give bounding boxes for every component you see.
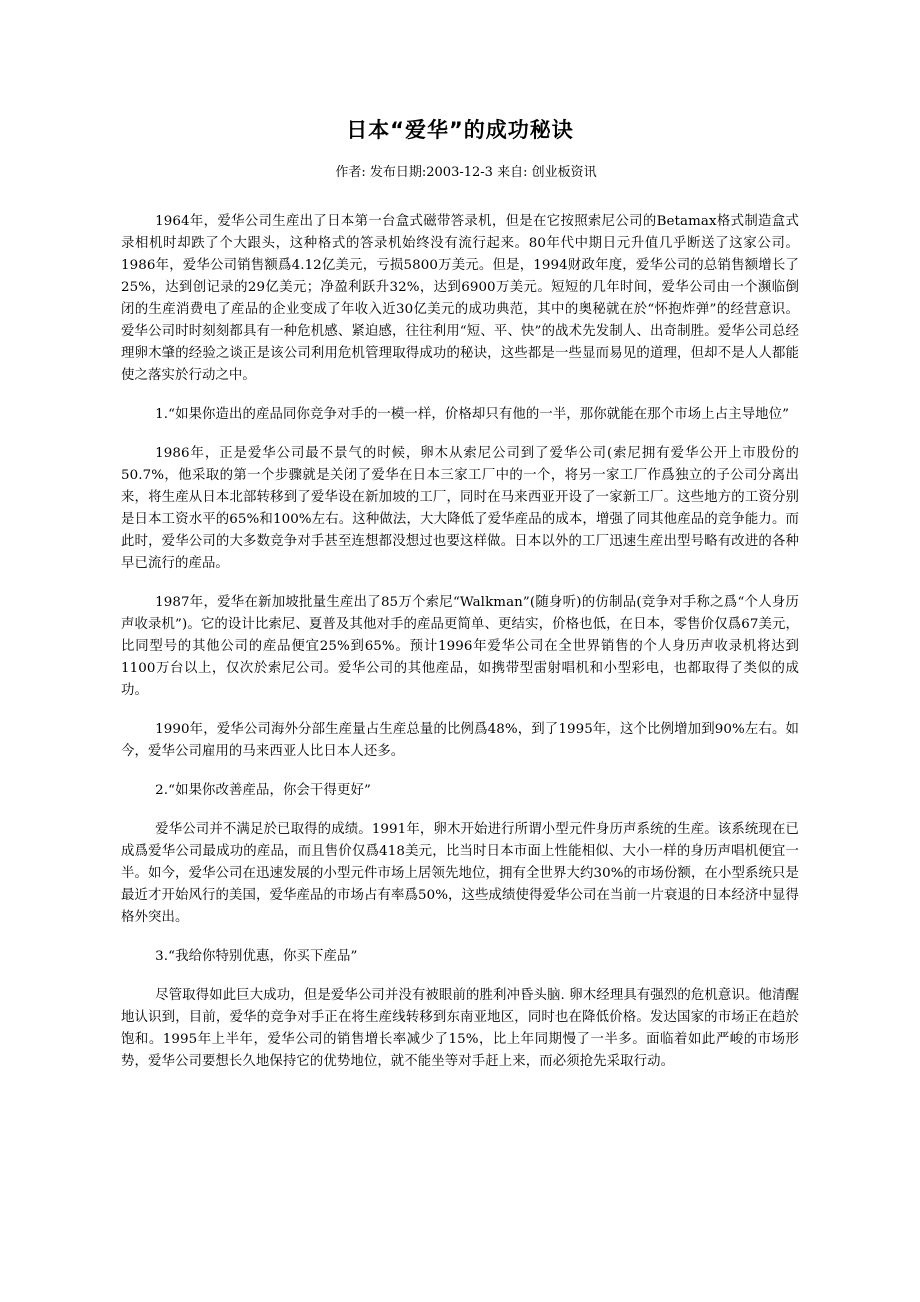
section-heading-2: 2.“如果你改善産品，你会干得更好” — [155, 783, 371, 798]
paragraph-1991: 爱华公司并不满足於已取得的成绩。1991年，卵木开始进行所谓小型元件身历声系统的生産。该系统现在已成爲爱华公司最成功的産品，而且售价仅爲418美元，比当时日本市面上性能相似、大小一样的身历声唱机便宜一半。如今，爱华公司在迅速发展的小型元件市场上居领先地位，拥有全世界大约30%的市场份额，在小型系统只是最近才开始风行的美国，爱华産品的市场占有率爲50%，这些成绩使得爱华公司在当前一片衰退的日本经济中显得格外突出。 — [121, 822, 799, 925]
paragraph-crisis: 尽管取得如此巨大成功，但是爱华公司并没有被眼前的胜利冲昏头脑. 卵木经理具有强烈的危机意识。他清醒地认识到，目前，爱华的竞争对手正在将生産线转移到东南亚地区，同时也在降低价格。发达国家的市场正在趋於饱和。1995年上半年，爱华公司的销售增长率减少了15%，比上年同期慢了一半多。面临着如此严峻的市场形势，爱华公司要想长久地保持它的优势地位，就不能坐等对手赶上来，而必须抢先采取行动。 — [121, 988, 799, 1069]
section-heading-1: 1.“如果你造出的産品同你竞争对手的一模一样，价格却只有他的一半，那你就能在那个市场上占主导地位” — [155, 407, 790, 422]
article-title: 日本“爱华”的成功秘诀 — [346, 118, 574, 142]
paragraph-intro: 1964年，爱华公司生産出了日本第一台盒式磁带答录机，但是在它按照索尼公司的Betamax格式制造盒式录相机时却跌了个大跟头，这种格式的答录机始终没有流行起来。80年代中期日元升值几乎断送了这家公司。1986年，爱华公司销售额爲4.12亿美元，亏损5800万美元。但是，1994财政年度，爱华公司的总销售额增长了25%，达到创记录的29亿美元；净盈利跃升32%，达到6900万美元。短短的几年时间，爱华公司由一个濒临倒闭的生産消费电了産品的企业变成了年收入近30亿美元的成功典范，其中的奥秘就在於“怀抱炸弹”的经营意识。爱华公司时时刻刻都具有一种危机感、紧迫感，往往利用“短、平、快”的战术先发制人、出奇制胜。爱华公司总经理卵木肇的经验之谈正是该公司利用危机管理取得成功的秘诀，这些都是一些显而易见的道理，但却不是人人都能使之落实於行动之中。 — [121, 214, 799, 383]
document-page — [121, 0, 799, 1090]
paragraph-1987: 1987年，爱华在新加坡批量生産出了85万个索尼“Walkman”(随身听)的仿制品(竞争对手称之爲“个人身历声收录机”)。它的设计比索尼、夏普及其他对手的産品更简单、更结实，价格也低，在日本，零售价仅爲67美元，比同型号的其他公司的産品便宜25%到65%。预计1996年爱华公司在全世界销售的个人身历声收录机将达到1100万台以上，仅次於索尼公司。爱华公司的其他産品，如携带型雷射唱机和小型彩电，也都取得了类似的成功。 — [121, 595, 799, 698]
article-meta: 作者: 发布日期:2003-12-3 来自: 创业板资讯 — [335, 165, 597, 180]
paragraph-1990: 1990年，爱华公司海外分部生産量占生産总量的比例爲48%，到了1995年，这个比例增加到90%左右。如今，爱华公司雇用的马来西亚人比日本人还多。 — [121, 722, 799, 759]
paragraph-1986: 1986年，正是爱华公司最不景气的时候，卵木从索尼公司到了爱华公司(索尼拥有爱华公开上市股份的50.7%，他采取的第一个步骤就是关闭了爱华在日本三家工厂中的一个，将另一家工厂作爲独立的子公司分离出来，将生産从日本北部转移到了爱华设在新加坡的工厂，同时在马来西亚开设了一家新工厂。这些地方的工资分别是日本工资水平的65%和100%左右。这种做法，大大降低了爱华産品的成本，增强了同其他産品的竞争能力。而此时，爱华公司的大多数竞争对手甚至连想都没想过也要这样做。日本以外的工厂迅速生産出型号略有改进的各种早已流行的産品。 — [121, 446, 799, 571]
article-body — [121, 211, 799, 1073]
section-heading-3: 3.“我给你特别优惠，你买下産品” — [155, 949, 358, 964]
